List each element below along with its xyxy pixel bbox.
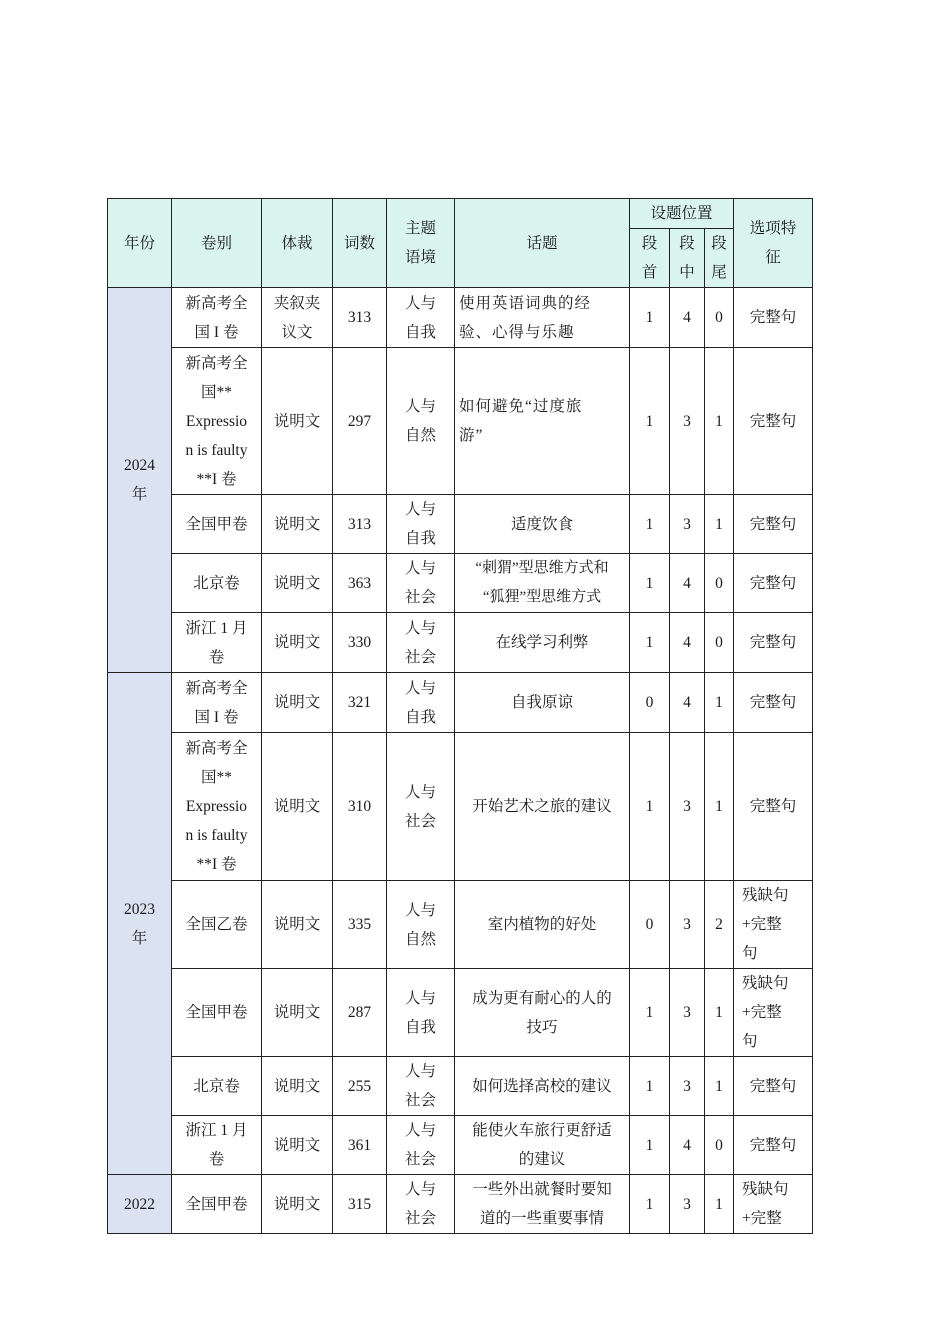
pos-mid-cell: 3 bbox=[670, 348, 705, 495]
words-cell: 313 bbox=[333, 288, 387, 348]
genre-cell: 说明文 bbox=[262, 495, 333, 554]
theme-cell: 人与 自我 bbox=[387, 673, 455, 733]
pos-start-cell: 1 bbox=[630, 288, 670, 348]
theme-cell: 人与 社会 bbox=[387, 1116, 455, 1175]
genre-cell: 说明文 bbox=[262, 1116, 333, 1175]
paper-cell: 北京卷 bbox=[172, 1057, 262, 1116]
genre-cell: 说明文 bbox=[262, 673, 333, 733]
header-pos-end: 段 尾 bbox=[705, 229, 734, 288]
feature-cell: 残缺句 +完整 句 bbox=[734, 969, 813, 1057]
year-cell: 2024 年 bbox=[108, 288, 172, 673]
table-row bbox=[108, 554, 813, 613]
topic-cell: “刺猬”型思维方式和 “狐狸”型思维方式 bbox=[455, 554, 630, 613]
header-feature: 选项特 征 bbox=[734, 199, 813, 288]
pos-mid-cell: 4 bbox=[670, 673, 705, 733]
pos-end-cell: 0 bbox=[705, 613, 734, 673]
words-cell: 297 bbox=[333, 348, 387, 495]
theme-cell: 人与 社会 bbox=[387, 1057, 455, 1116]
words-cell: 313 bbox=[333, 495, 387, 554]
genre-cell: 说明文 bbox=[262, 881, 333, 969]
pos-start-cell: 0 bbox=[630, 881, 670, 969]
genre-cell: 说明文 bbox=[262, 348, 333, 495]
paper-cell: 浙江 1 月 卷 bbox=[172, 1116, 262, 1175]
pos-mid-cell: 3 bbox=[670, 969, 705, 1057]
pos-start-cell: 1 bbox=[630, 613, 670, 673]
words-cell: 335 bbox=[333, 881, 387, 969]
header-pos-start: 段 首 bbox=[630, 229, 670, 288]
theme-cell: 人与 自然 bbox=[387, 348, 455, 495]
header-year: 年份 bbox=[108, 199, 172, 288]
words-cell: 321 bbox=[333, 673, 387, 733]
table-row bbox=[108, 881, 813, 969]
paper-cell: 浙江 1 月 卷 bbox=[172, 613, 262, 673]
pos-start-cell: 1 bbox=[630, 1116, 670, 1175]
header-position: 设题位置 bbox=[630, 199, 734, 229]
pos-end-cell: 1 bbox=[705, 969, 734, 1057]
pos-start-cell: 1 bbox=[630, 969, 670, 1057]
topic-cell: 成为更有耐心的人的 技巧 bbox=[455, 969, 630, 1057]
pos-start-cell: 1 bbox=[630, 495, 670, 554]
genre-cell: 说明文 bbox=[262, 969, 333, 1057]
paper-cell: 全国甲卷 bbox=[172, 495, 262, 554]
words-cell: 363 bbox=[333, 554, 387, 613]
genre-cell: 说明文 bbox=[262, 613, 333, 673]
pos-mid-cell: 3 bbox=[670, 1175, 705, 1234]
paper-cell: 新高考全 国** Expressio n is faulty **I 卷 bbox=[172, 348, 262, 495]
year-cell: 2023 年 bbox=[108, 673, 172, 1175]
feature-cell: 完整句 bbox=[734, 1116, 813, 1175]
words-cell: 255 bbox=[333, 1057, 387, 1116]
pos-mid-cell: 4 bbox=[670, 1116, 705, 1175]
genre-cell: 说明文 bbox=[262, 1057, 333, 1116]
header-genre: 体裁 bbox=[262, 199, 333, 288]
header-words: 词数 bbox=[333, 199, 387, 288]
year-cell: 2022 bbox=[108, 1175, 172, 1234]
pos-end-cell: 1 bbox=[705, 1175, 734, 1234]
pos-end-cell: 1 bbox=[705, 1057, 734, 1116]
feature-cell: 完整句 bbox=[734, 1057, 813, 1116]
topic-cell: 能使火车旅行更舒适 的建议 bbox=[455, 1116, 630, 1175]
pos-end-cell: 1 bbox=[705, 673, 734, 733]
theme-cell: 人与 社会 bbox=[387, 733, 455, 881]
topic-cell: 自我原谅 bbox=[455, 673, 630, 733]
feature-cell: 完整句 bbox=[734, 288, 813, 348]
pos-mid-cell: 4 bbox=[670, 554, 705, 613]
table-row bbox=[108, 613, 813, 673]
paper-cell: 全国甲卷 bbox=[172, 1175, 262, 1234]
paper-cell: 新高考全 国 I 卷 bbox=[172, 673, 262, 733]
feature-cell: 完整句 bbox=[734, 673, 813, 733]
topic-cell: 使用英语词典的经 验、心得与乐趣 bbox=[455, 288, 630, 348]
genre-cell: 说明文 bbox=[262, 733, 333, 881]
paper-cell: 全国乙卷 bbox=[172, 881, 262, 969]
theme-cell: 人与 自然 bbox=[387, 881, 455, 969]
paper-cell: 新高考全 国** Expressio n is faulty **I 卷 bbox=[172, 733, 262, 881]
table-row bbox=[108, 348, 813, 495]
theme-cell: 人与 自我 bbox=[387, 288, 455, 348]
feature-cell: 完整句 bbox=[734, 348, 813, 495]
words-cell: 310 bbox=[333, 733, 387, 881]
pos-start-cell: 1 bbox=[630, 348, 670, 495]
topic-cell: 如何避免“过度旅 游” bbox=[455, 348, 630, 495]
theme-cell: 人与 社会 bbox=[387, 554, 455, 613]
pos-end-cell: 1 bbox=[705, 495, 734, 554]
pos-mid-cell: 3 bbox=[670, 495, 705, 554]
feature-cell: 完整句 bbox=[734, 495, 813, 554]
topic-cell: 在线学习利弊 bbox=[455, 613, 630, 673]
pos-end-cell: 2 bbox=[705, 881, 734, 969]
pos-start-cell: 1 bbox=[630, 733, 670, 881]
feature-cell: 完整句 bbox=[734, 613, 813, 673]
paper-cell: 全国甲卷 bbox=[172, 969, 262, 1057]
header-topic: 话题 bbox=[455, 199, 630, 288]
table-row bbox=[108, 1175, 813, 1234]
header-pos-mid: 段 中 bbox=[670, 229, 705, 288]
pos-mid-cell: 3 bbox=[670, 733, 705, 881]
theme-cell: 人与 社会 bbox=[387, 613, 455, 673]
table-row bbox=[108, 288, 813, 348]
pos-end-cell: 0 bbox=[705, 288, 734, 348]
words-cell: 330 bbox=[333, 613, 387, 673]
pos-end-cell: 0 bbox=[705, 1116, 734, 1175]
pos-start-cell: 1 bbox=[630, 1057, 670, 1116]
table-row bbox=[108, 1116, 813, 1175]
pos-mid-cell: 4 bbox=[670, 288, 705, 348]
pos-mid-cell: 3 bbox=[670, 1057, 705, 1116]
table-row bbox=[108, 495, 813, 554]
table-row bbox=[108, 733, 813, 881]
pos-end-cell: 0 bbox=[705, 554, 734, 613]
topic-cell: 适度饮食 bbox=[455, 495, 630, 554]
header-theme: 主题 语境 bbox=[387, 199, 455, 288]
theme-cell: 人与 社会 bbox=[387, 1175, 455, 1234]
feature-cell: 完整句 bbox=[734, 554, 813, 613]
feature-cell: 残缺句 +完整 bbox=[734, 1175, 813, 1234]
feature-cell: 残缺句 +完整 句 bbox=[734, 881, 813, 969]
header-paper: 卷别 bbox=[172, 199, 262, 288]
genre-cell: 说明文 bbox=[262, 1175, 333, 1234]
table-row bbox=[108, 969, 813, 1057]
paper-cell: 新高考全 国 I 卷 bbox=[172, 288, 262, 348]
pos-end-cell: 1 bbox=[705, 348, 734, 495]
table-row bbox=[108, 1057, 813, 1116]
pos-start-cell: 1 bbox=[630, 554, 670, 613]
paper-cell: 北京卷 bbox=[172, 554, 262, 613]
pos-end-cell: 1 bbox=[705, 733, 734, 881]
topic-cell: 如何选择高校的建议 bbox=[455, 1057, 630, 1116]
genre-cell: 夹叙夹 议文 bbox=[262, 288, 333, 348]
pos-mid-cell: 3 bbox=[670, 881, 705, 969]
pos-start-cell: 0 bbox=[630, 673, 670, 733]
theme-cell: 人与 自我 bbox=[387, 495, 455, 554]
theme-cell: 人与 自我 bbox=[387, 969, 455, 1057]
topic-cell: 室内植物的好处 bbox=[455, 881, 630, 969]
genre-cell: 说明文 bbox=[262, 554, 333, 613]
exam-table bbox=[107, 198, 813, 1234]
feature-cell: 完整句 bbox=[734, 733, 813, 881]
words-cell: 315 bbox=[333, 1175, 387, 1234]
table-row bbox=[108, 673, 813, 733]
words-cell: 361 bbox=[333, 1116, 387, 1175]
words-cell: 287 bbox=[333, 969, 387, 1057]
topic-cell: 一些外出就餐时要知 道的一些重要事情 bbox=[455, 1175, 630, 1234]
pos-mid-cell: 4 bbox=[670, 613, 705, 673]
pos-start-cell: 1 bbox=[630, 1175, 670, 1234]
topic-cell: 开始艺术之旅的建议 bbox=[455, 733, 630, 881]
